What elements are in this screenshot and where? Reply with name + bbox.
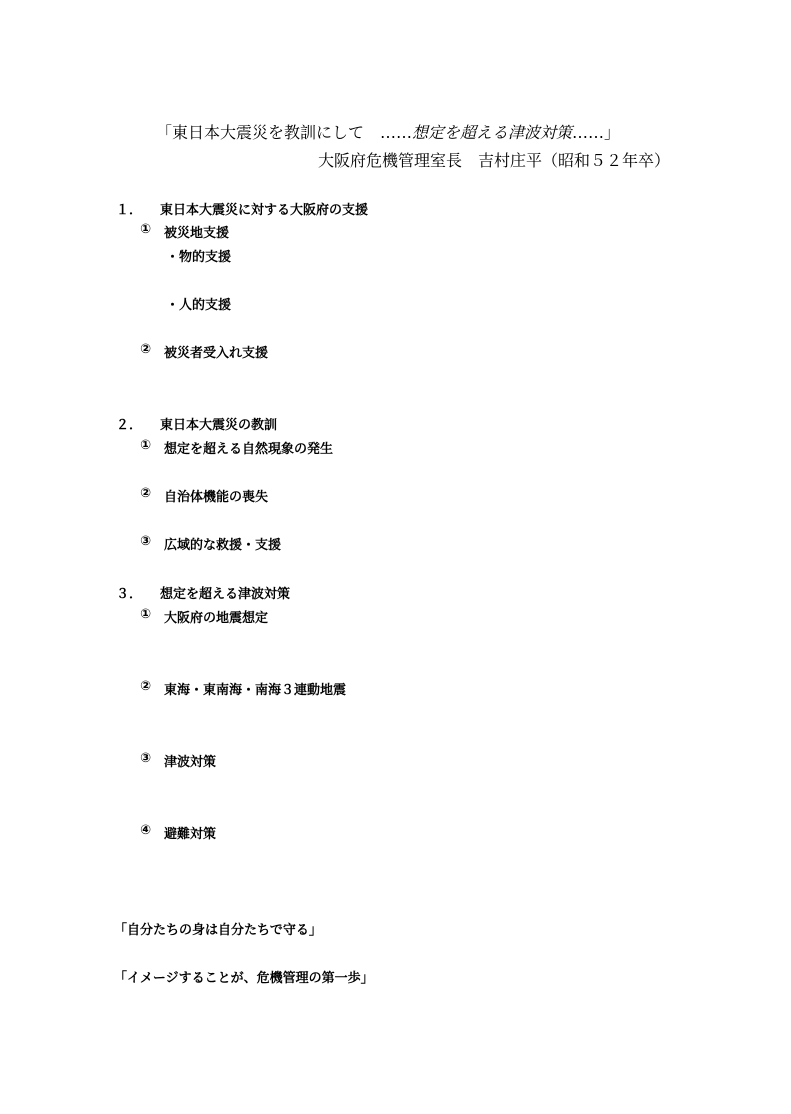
title-ellipsis-left: …… xyxy=(380,123,413,142)
motto-2: 「イメージすることが、危機管理の第一歩」 xyxy=(114,971,374,986)
section-2-item-3-marker: ③ xyxy=(140,534,152,549)
section-1-item-1-bullet-2: ・人的支援 xyxy=(166,298,232,313)
section-3-item-2-marker: ② xyxy=(140,679,152,694)
section-3-item-4-label: 避難対策 xyxy=(164,827,217,842)
section-3-heading: 想定を超える津波対策 xyxy=(160,587,291,602)
title-ellipsis-right: …… xyxy=(572,123,605,142)
title-close-bracket: 」 xyxy=(604,123,621,142)
section-1-number: １． xyxy=(116,203,143,218)
section-2-item-1-label: 想定を超える自然現象の発生 xyxy=(164,442,334,457)
section-2-item-3-label: 広域的な救援・支援 xyxy=(164,538,282,553)
document-title xyxy=(156,120,620,143)
section-1-item-2-marker: ② xyxy=(140,342,152,357)
section-1-item-1-bullet-1: ・物的支援 xyxy=(166,250,232,265)
section-3-item-1-marker: ① xyxy=(140,607,152,622)
section-3-item-3-label: 津波対策 xyxy=(164,755,217,770)
author-line: 大阪府危機管理室長 吉村庄平（昭和５２年卒） xyxy=(318,151,671,170)
title-subtitle: 想定を超える津波対策 xyxy=(412,123,573,142)
section-3-item-1-label: 大阪府の地震想定 xyxy=(164,611,269,626)
section-1-heading: 東日本大震災に対する大阪府の支援 xyxy=(160,203,369,218)
section-3-item-4-marker: ④ xyxy=(140,823,152,838)
section-2-item-1-marker: ① xyxy=(140,438,152,453)
section-2-number: ２． xyxy=(116,418,143,433)
section-1-item-1-label: 被災地支援 xyxy=(164,226,230,241)
section-1-item-1-marker: ① xyxy=(140,222,152,237)
section-2-heading: 東日本大震災の教訓 xyxy=(160,418,278,433)
section-2-item-2-marker: ② xyxy=(140,486,152,501)
section-3-number: ３． xyxy=(116,587,143,602)
section-3-item-2-label: 東海・東南海・南海３連動地震 xyxy=(164,683,347,698)
title-main: 「東日本大震災を教訓にして xyxy=(156,123,381,142)
section-1-item-2-label: 被災者受入れ支援 xyxy=(164,346,269,361)
motto-1: 「自分たちの身は自分たちで守る」 xyxy=(114,923,322,938)
section-3-item-3-marker: ③ xyxy=(140,751,152,766)
section-2-item-2-label: 自治体機能の喪失 xyxy=(164,490,269,505)
